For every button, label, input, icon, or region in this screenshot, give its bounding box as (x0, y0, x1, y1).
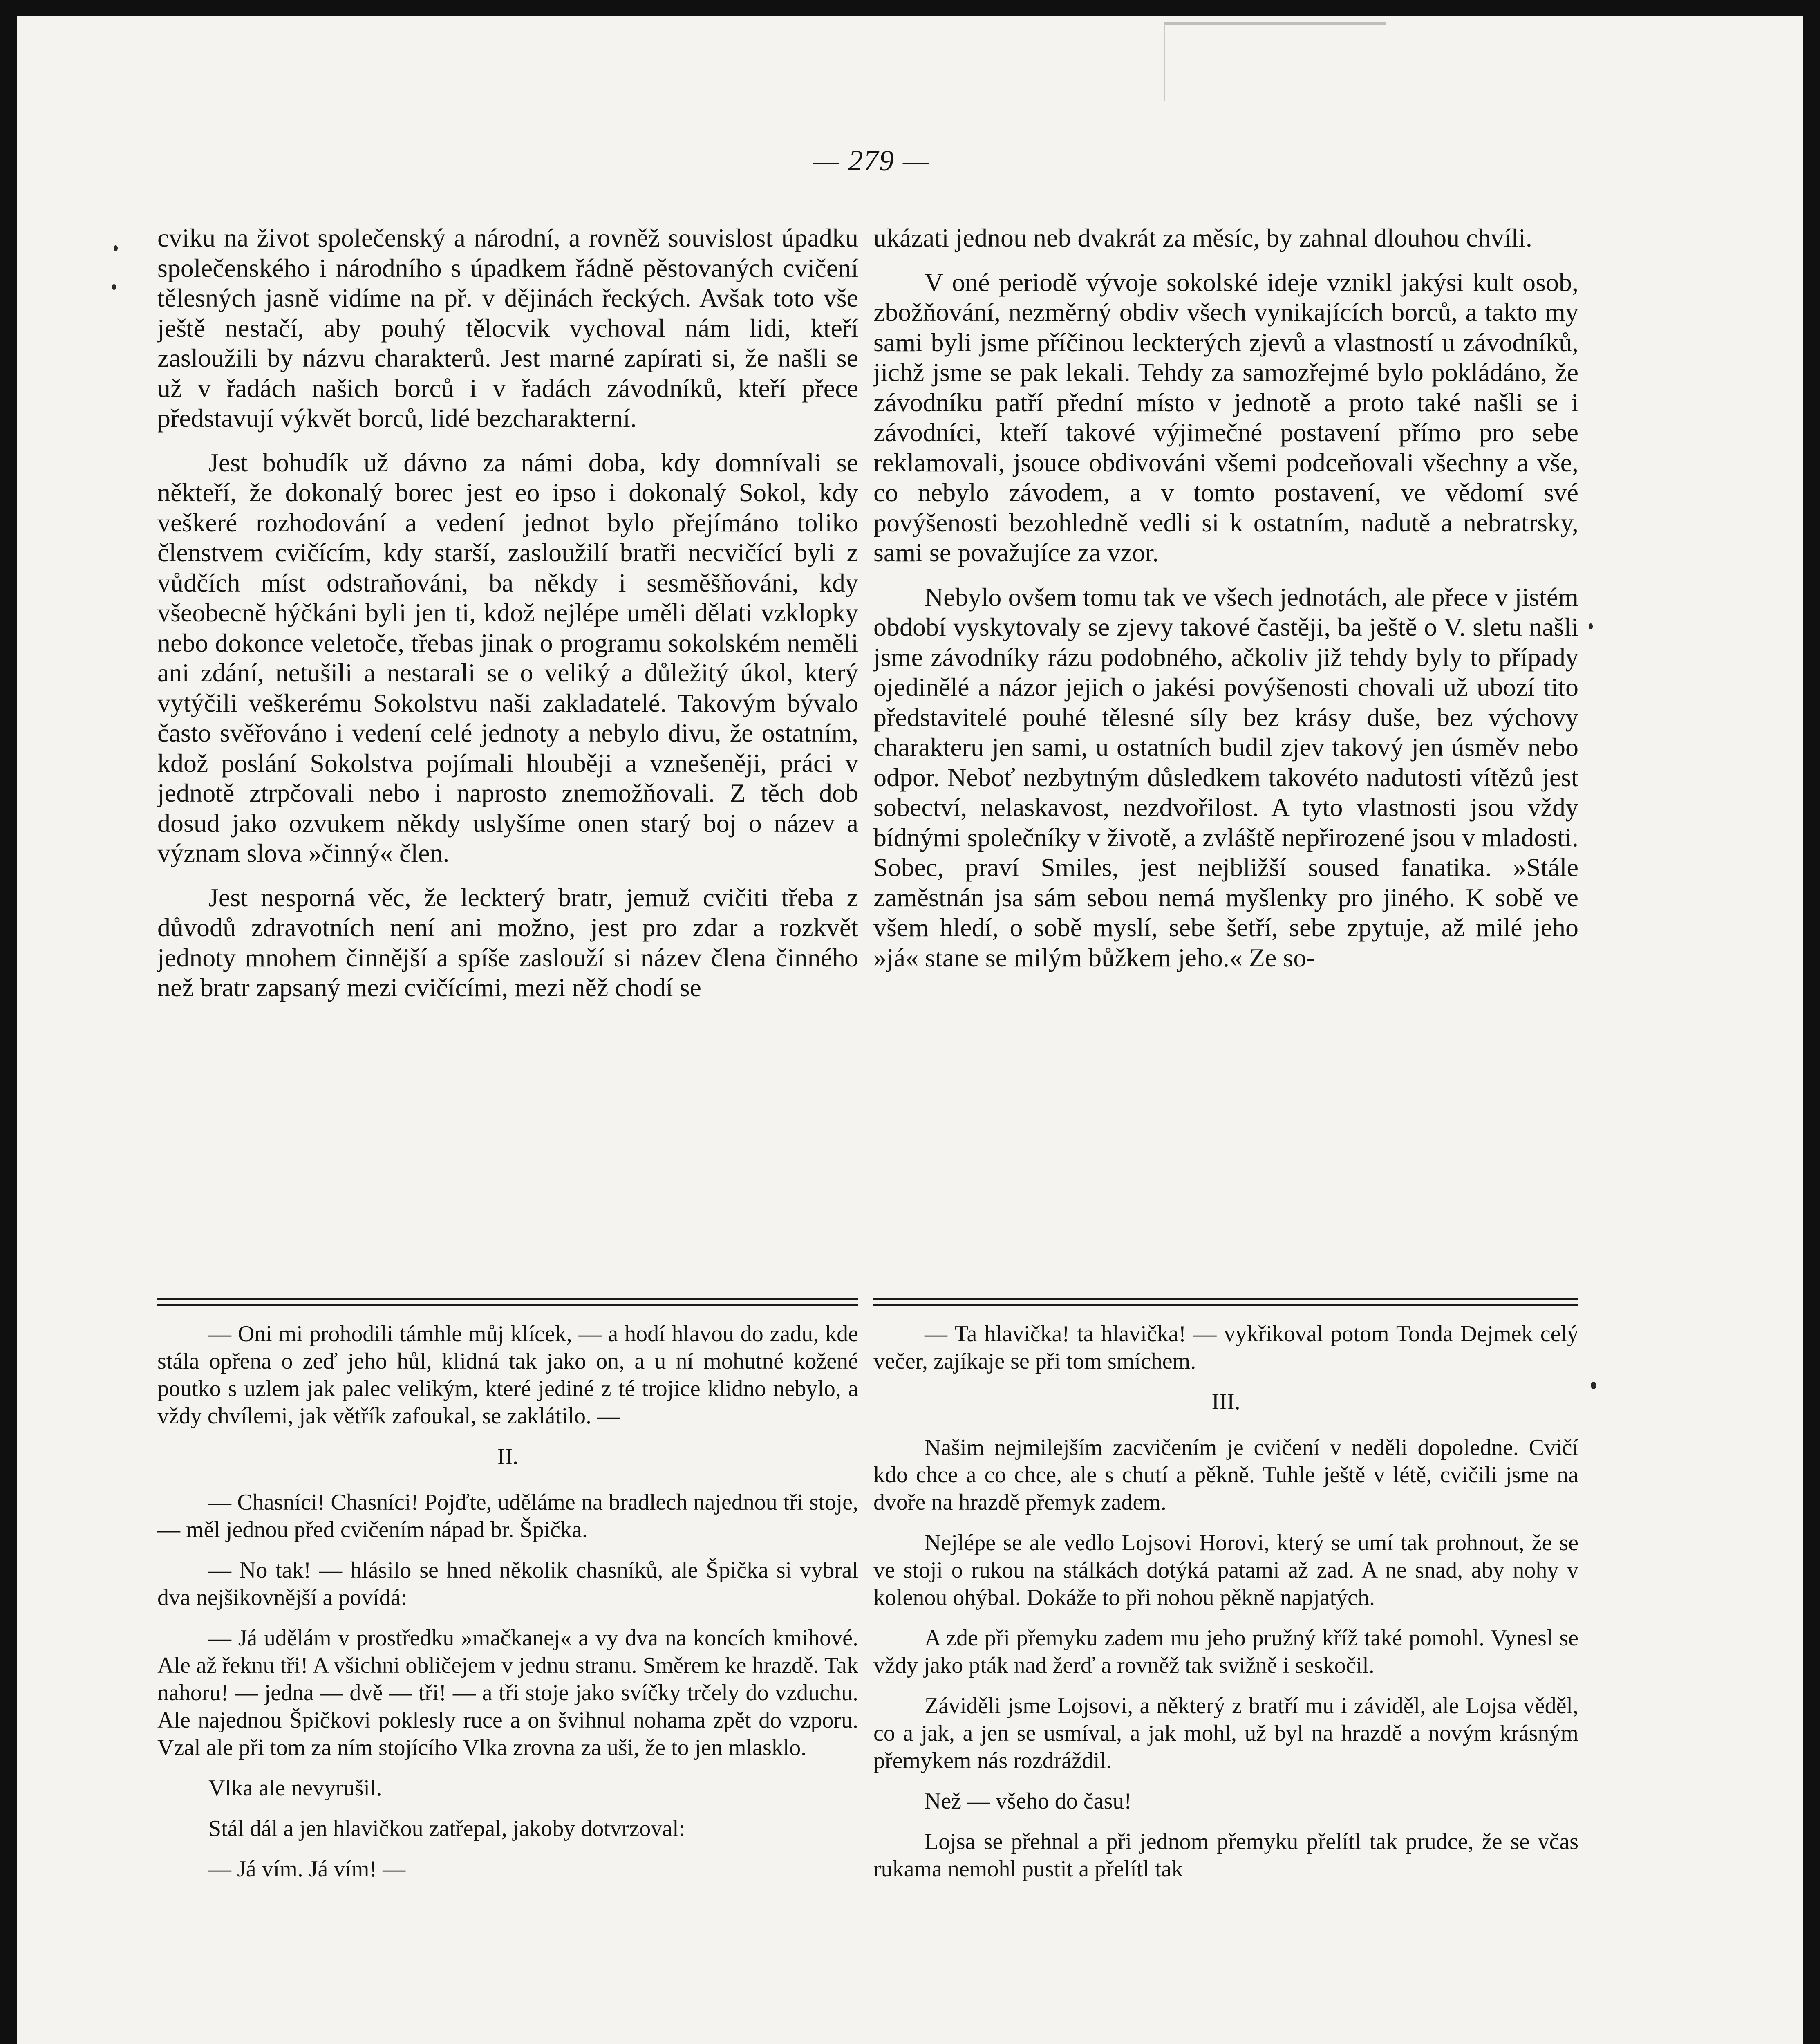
story-left-column (157, 1320, 858, 1896)
scan-speck (114, 245, 118, 251)
story-paragraph: — Oni mi prohodili támhle můj klícek, — a hodí hlavou do zadu, kde stála opřena o zeď jeho hůl, klidná tak jako on, a u ní mohutné kožené poutko s uzlem jak palec velikým, které jediné z té trojice klidno nebylo, a vždy chvílemi, jak větřík zafoukal, se zaklátilo. — (157, 1321, 858, 1429)
story-paragraph: Než — všeho do času! (925, 1788, 1132, 1814)
column-divider-rule (873, 1298, 1578, 1306)
column-divider-rule (157, 1298, 858, 1306)
story-paragraph: — No tak! — hlásilo se hned několik chasníků, ale Špička si vybral dva nejšikovnější a povídá: (157, 1558, 858, 1610)
scan-corner-artifact (1164, 22, 1386, 101)
page-number: — 279 — (813, 144, 930, 177)
article-paragraph: ukázati jednou neb dvakrát za měsíc, by zahnal dlouhou chvíli. (873, 223, 1532, 252)
story-paragraph: Stál dál a jen hlavičkou zatřepal, jakoby dotvrzoval: (208, 1816, 685, 1841)
scan-speck (1589, 623, 1593, 629)
scan-speck (1591, 1382, 1596, 1389)
story-paragraph: Lojsa se přehnal a při jednom přemyku přelítl tak prudce, že se včas rukama nemohl pustit a přelítl tak (873, 1829, 1578, 1882)
story-paragraph: — Já udělám v prostředku »mačkanej« a vy dva na koncích kmihové. Ale až řeknu tři! A všichni obličejem v jednu stranu. Směrem ke hrazdě. Tak nahoru! — jedna — dvě — tři! — a tři stoje jako svíčky trčely do vzduchu. Ale najednou Špičkovi poklesly ruce a on švihnul nohama zpět do vzporu. Vzal ale při tom za ním stojícího Vlka zrovna za uši, že to jen mlasklo. (157, 1625, 858, 1760)
article-paragraph: V oné periodě vývoje sokolské ideje vznikl jakýsi kult osob, zbožňování, nezměrný obdiv všech vynikajících borců, a takto my sami byli jsme příčinou leckterých zjevů a vlastností u závodníků, jichž jsme se pak lekali. Tehdy za samozřejmé bylo pokládáno, že závodníku patří přední místo v jednotě a proto také našli se i závodníci, kteří takové výjimečné postavení přímo pro sebe reklamovali, jsouce obdivováni všemi podceňovali všechny a vše, co nebylo závodem, a v tomto postavení, ve vědomí své povýšenosti bezohledně vedli si k ostatním, nadutě a nebratrsky, sami se považujíce za vzor. (873, 267, 1578, 567)
story-paragraph: Záviděli jsme Lojsovi, a některý z bratří mu i záviděl, ale Lojsa věděl, co a jak, a jen se usmíval, a jak mohl, už byl na hrazdě a novým krásným přemykem nás rozdráždil. (873, 1693, 1578, 1773)
article-left-column (157, 223, 858, 1017)
article-paragraph: Jest bohudík už dávno za námi doba, kdy domnívali se někteří, že dokonalý borec jest eo ipso i dokonalý Sokol, kdy veškeré rozhodování a vedení jednot bylo přejímáno toliko členstvem cvičícím, kdy starší, zasloužilí bratři necvičící byli z vůdčích míst odstraňováni, ba někdy i sesměšňováni, kdy všeobecně hýčkáni byli jen ti, kdož nejlépe uměli dělati vzklopky nebo dokonce veletoče, třebas jinak o programu sokolském neměli ani zdání, netušili a nestarali se o veliký a důležitý úkol, který vytýčili veškerému Sokolstvu naši zakladatelé. Takovým bývalo často svěřováno i vedení celé jednoty a nebylo divu, že ostatním, kdož poslání Sokolstva pojímali hlouběji a vznešeněji, práci v jednotě ztrpčovali nebo i naprosto znemožňovali. Z těch dob dosud jako ozvukem někdy uslyšíme onen starý boj o název a význam slova »činný« člen. (157, 448, 858, 867)
story-paragraph: — Ta hlavička! ta hlavička! — vykřikoval potom Tonda Dejmek celý večer, zajíkaje se při tom smíchem. (873, 1321, 1578, 1374)
article-paragraph: cviku na život společenský a národní, a rovněž souvislost úpadku společenského i národního s úpadkem řádně pěstovaných cvičení tělesných jasně vidíme na př. v dějinách řeckých. Avšak toto vše ještě nestačí, aby pouhý tělocvik vychoval nám lidi, kteří zasloužili by názvu charakterů. Jest marné zapírati si, že našli se už v řadách našich borců i v řadách závodníků, kteří přece představují výkvět borců, lidé bezcharakterní. (157, 223, 858, 433)
story-paragraph: — Chasníci! Chasníci! Pojďte, uděláme na bradlech najednou tři stoje, — měl jednou před cvičením nápad br. Špička. (157, 1490, 858, 1542)
story-paragraph: A zde při přemyku zadem mu jeho pružný kříž také pomohl. Vynesl se vždy jako pták nad žerď a rovněž tak svižně i seskočil. (873, 1625, 1578, 1678)
article-paragraph: Jest nesporná věc, že leckterý bratr, jemuž cvičiti třeba z důvodů zdravotních není ani možno, jest pro zdar a rozkvět jednoty mnohem činnější a spíše zaslouží si název člena činného než bratr zapsaný mezi cvičícími, mezi něž chodí se (157, 883, 858, 1002)
article-paragraph: Nebylo ovšem tomu tak ve všech jednotách, ale přece v jistém období vyskytovaly se zjevy takové častěji, ba ještě o V. sletu našli jsme závodníky rázu podobného, ačkoliv již tehdy byly to případy ojedinělé a názor jejich o jakési povýšenosti chovali už ubozí tito představitelé pouhé tělesné síly bez krásy duše, bez výchovy charakteru jen sami, u ostatních budil zjev takový jen úsměv nebo odpor. Neboť nezbytným důsledkem takovéto nadutosti vítězů jest sobectví, nelaskavost, nezdvořilost. A tyto vlastnosti jsou vždy bídnými společníky v životě, a zvláště nepřirozené jsou v mladosti. Sobec, praví Smiles, jest nejbližší soused fanatika. »Stále zaměstnán jsa sám sebou nemá myšlenky pro jiného. K sobě ve všem hledí, o sobě myslí, sebe šetří, sebe zpytuje, až milé jeho »já« stane se milým bůžkem jeho.« Ze so- (873, 582, 1578, 972)
story-paragraph: Vlka ale nevyrušil. (208, 1775, 382, 1801)
section-heading: II. (497, 1444, 519, 1469)
story-paragraph: Našim nejmilejším zacvičením je cvičení v neděli dopoledne. Cvičí kdo chce a co chce, ale s chutí a pěkně. Tuhle ještě v létě, cvičili jsme na dvoře na hrazdě přemyk zadem. (873, 1435, 1578, 1515)
story-right-column (873, 1320, 1578, 1896)
section-heading: III. (1211, 1389, 1240, 1414)
article-right-column (873, 223, 1578, 987)
story-paragraph: — Já vím. Já vím! — (208, 1856, 406, 1882)
story-paragraph: Nejlépe se ale vedlo Lojsovi Horovi, který se umí tak prohnout, že se ve stoji o rukou na stálkách dotýká patami až zad. A ne snad, aby nohy v kolenou ohýbal. Dokáže to při nohou pěkně napjatých. (873, 1530, 1578, 1610)
scan-speck (112, 284, 116, 290)
journal-page (17, 16, 1803, 2044)
